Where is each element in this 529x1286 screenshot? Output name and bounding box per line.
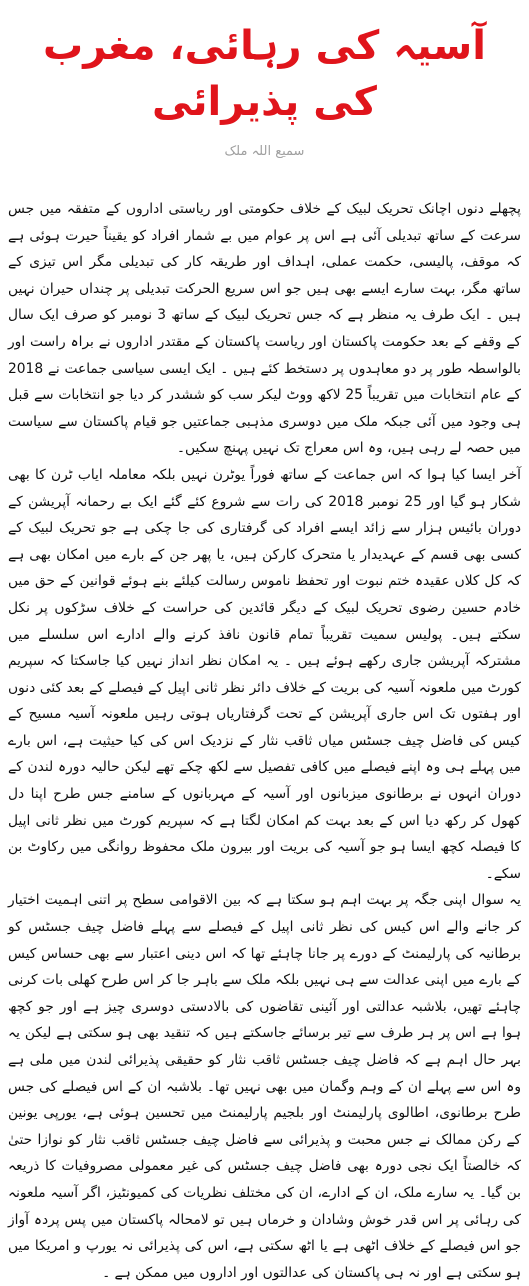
- paragraph-1: پچھلے دنوں اچانک تحریک لبیک کے خلاف حکومتی اور ریاستی اداروں کے متفقہ میں جس سرعت کے ساتھ تبدیلی آئی ہے اس پر عوام میں بے شمار افراد کو یقیناً حیرت ہوئی ہے کہ موقف، پالیسی، حکمت عملی، اہداف اور طریقہ کار کی تبدیلی مگر اس تیزی کے ساتھ مگر، بہت سارے ایسے بھی ہیں جو اس سریع الحرکت تبدیلی پر چنداں حیران نہیں ہیں ۔ ایک طرف یہ منظر ہے کہ جس تحریک لبیک کے ساتھ 3 نومبر کو صرف ایک سال کے وقفے کے بعد حکومت پاکستان اور ریاست پاکستان کے مقتدر اداروں نے براہ راست اور بالواسطہ طور پر دو معاہدوں پر دستخط کئے ہیں ۔ ایک ایسی سیاسی جماعت نے 2018 کے عام انتخابات میں تقریباً 25 لاکھ ووٹ لیکر سب کو ششدر کر دیا جو انتخابات سے قبل ہی وجود میں آئی جبکہ ملک میں دوسری مذہبی جماعتیں جو قیام پاکستان سے سیاست میں حصہ لے رہی ہیں، وہ اس معراج تک نہیں پہنچ سکیں۔: [8, 201, 521, 457]
- author-byline: سمیع اللہ ملک: [224, 144, 305, 159]
- paragraph-3: یہ سوال اپنی جگہ پر بہت اہم ہو سکتا ہے کہ بین الاقوامی سطح پر اتنی اہمیت اختیار کر جانے والے اس کیس کی نظر ثانی اپیل کے فیصلے سے پہلے فاضل چیف جسٹس کو برطانیہ کی پارلیمنٹ کے دورے پر جانا چاہئے تھا کہ اس دینی اعتبار سے بھی حساس کیس کے بارے میں اپنی عدالت سے ہی نہیں بلکہ ملک سے باہر جا کر اس طرح کھلی بات کرنی چاہئے تھیں، بلاشبہ عدالتی اور آئینی تقاضوں کی بالادستی دوسری چیز ہے اور جو کچھ ہوا ہے اس پر ہر طرف سے تیر برسائے جاسکتے ہیں کہ تنقید بھی ہو سکتی ہے لیکن یہ بہر حال اہم ہے کہ فاضل چیف جسٹس ثاقب نثار کو حقیقی پذیرائی لندن میں ملی ہے وہ اس سے پہلے ان کے وہم وگمان میں بھی نہیں تھا۔ بلاشبہ ان کے اس فیصلے کی جس طرح برطانوی، اطالوی پارلیمنٹ اور بلجیم پارلیمنٹ میں تحسین ہوئی ہے، یورپی یونین کے رکن ممالک نے جس محبت و پذیرائی سے فاضل چیف جسٹس ثاقب نثار کو نوازا حتیٰ کہ خالصتاً ایک نجی دورہ بھی فاضل چیف جسٹس کی غیر معمولی مصروفیات کا ذریعہ بن گیا۔ یہ سارے ملک، ان کے ادارے، ان کی مختلف نظریات کی کمیونٹیز، اگر آسیہ ملعونہ کی رہائی پر اس قدر خوش وشادان و خرماں ہیں تو لامحالہ پاکستان میں پس پردہ آواز جو اس فیصلے کے خلاف اٹھی ہے یا اٹھ سکتی ہے، اس کی پذیرائی نہ یورپ و امریکا میں ہو سکتی ہے اور نہ ہی پاکستان کی عدالتوں اور اداروں میں ممکن ہے ۔: [8, 892, 521, 1281]
- headline: آسیہ کی رہائی، مغرب کی پذیرائی: [43, 23, 486, 125]
- paragraph-2: آخر ایسا کیا ہوا کہ اس جماعت کے ساتھ فوراً یوٹرن نہیں بلکہ معاملہ ایاب ٹرن کا بھی شکار ہو گیا اور 25 نومبر 2018 کی رات سے شروع کئے گئے ایک بے رحمانہ آپریشن کے دوران بائیس ہزار سے زائد ایسے افراد کی گرفتاری کی جا چکی ہے جو تحریک لبیک کے کسی بھی قسم کے عہدیدار یا متحرک کارکن ہیں، یا پھر جن کے بارے میں امکان بھی ہے کہ کل کلاں عقیدہ ختم نبوت اور تحفظ ناموس رسالت کیلئے بنے ہوئے قوانین کے حق میں خادم حسین رضوی تحریک لبیک کے دیگر قائدین کی حراست کے خلاف سڑکوں پر نکل سکتے ہیں۔ پولیس سمیت تقریباً تمام قانون نافذ کرنے والے ادارے اس سلسلے میں مشترکہ آپریشن جاری رکھے ہوئے ہیں ۔ یہ امکان نظر انداز نہیں کیا جاسکتا کہ سپریم کورٹ میں ملعونہ آسیہ کی بریت کے خلاف دائر نظر ثانی اپیل کے فیصلے کے بعد کئی دنوں اور ہفتوں تک اس جاری آپریشن کے تحت گرفتاریاں ہوتی رہیں ملعونہ آسیہ مسیح کے کیس کی فاضل چیف جسٹس میاں ثاقب نثار کے نزدیک اس کی کیا حیثیت ہے، اس بارے میں پہلے ہی وہ اپنے فیصلے میں کافی تفصیل سے لکھ چکے تھے لیکن حالیہ دورہ لندن کے دوران انہوں نے برطانوی میزبانوں اور آسیہ کے مہربانوں کے سامنے جس طرح اپنا دل کھول کر رکھ دیا اس کے بعد بہت کم امکان لگتا ہے کہ سپریم کورٹ میں نظر ثانی اپیل کا فیصلہ کچھ ایسا ہو جو آسیہ کی بریت اور بیرون ملک محفوظ روانگی میں رکاوٹ بن سکے۔: [8, 466, 521, 882]
- article-body: [8, 196, 521, 1286]
